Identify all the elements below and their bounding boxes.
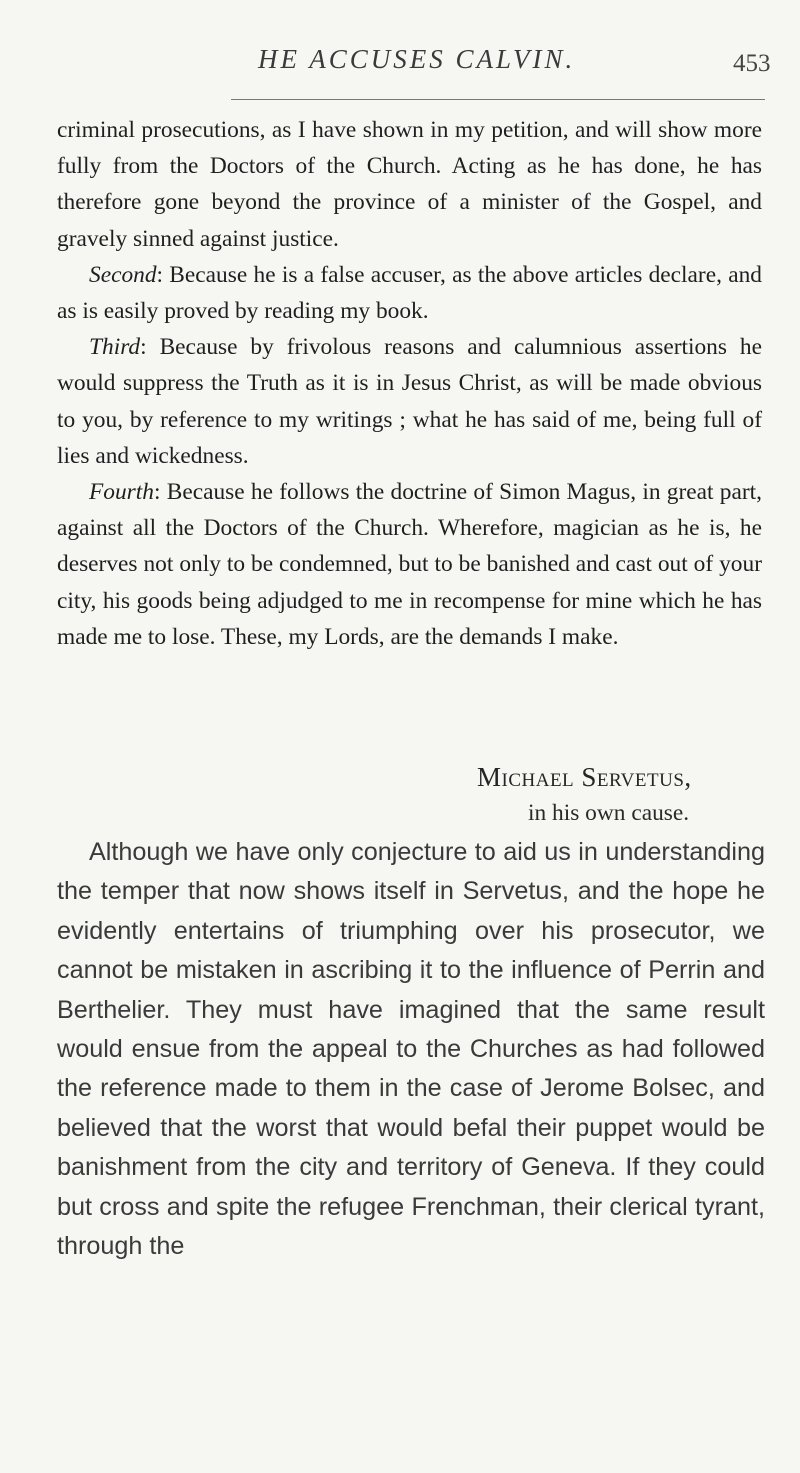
- signature-name: Michael Servetus,: [477, 762, 692, 792]
- petition-paragraph-fourth: [57, 474, 762, 655]
- fourth-label: Fourth: [89, 479, 154, 506]
- petition-paragraph: criminal prosecutions, as I have shown in my petition, and will show more fully from the Doctors of the Church. Acting as he has done, he has therefore gone beyond the province of a minister of the Gospel, and gravely sinned against justice.: [57, 117, 762, 252]
- signature-cause: in his own cause.: [528, 800, 690, 826]
- petition-text: [57, 112, 762, 655]
- second-label: Second: [89, 261, 157, 288]
- third-text: : Because by frivolous reasons and calumnious assertions he would suppress the Truth as it is in Jesus Christ, as will be made obvious to you, by reference to my writings ; what he has said of me, being full of lies and wickedness.: [57, 334, 762, 469]
- fourth-text: : Because he follows the doctrine of Simon Magus, in great part, against all the Doctors of the Church. Wherefore, magician as he is, he deserves not only to be condemned, but to be banished and cast out of your city, his goods being adjudged to me in recompense for mine which he has made me to lose. These, my Lords, are the demands I make.: [57, 479, 762, 650]
- running-title: HE ACCUSES CALVIN.: [258, 44, 576, 74]
- page-number: 453: [733, 50, 771, 77]
- narrative-text: [57, 833, 765, 1266]
- header-rule: [231, 99, 765, 100]
- running-head: [0, 44, 800, 84]
- narrative-paragraph: Although we have only conjecture to aid us in understanding the temper that now shows itself in Servetus, and the hope he evidently entertains of triumphing over his prosecutor, we cannot be mistaken in ascribing it to the influence of Perrin and Berthelier. They must have imagined that the same result would ensue from the appeal to the Churches as had followed the reference made to them in the case of Jerome Bolsec, and believed that the worst that would befal their puppet would be banishment from the city and territory of Geneva. If they could but cross and spite the refugee Frenchman, their clerical tyrant, through the: [57, 838, 765, 1261]
- petition-paragraph-second: [57, 257, 762, 329]
- third-label: Third: [89, 334, 141, 361]
- petition-paragraph-third: [57, 329, 762, 474]
- second-text: : Because he is a false accuser, as the above articles declare, and as is easily proved by reading my book.: [57, 261, 762, 325]
